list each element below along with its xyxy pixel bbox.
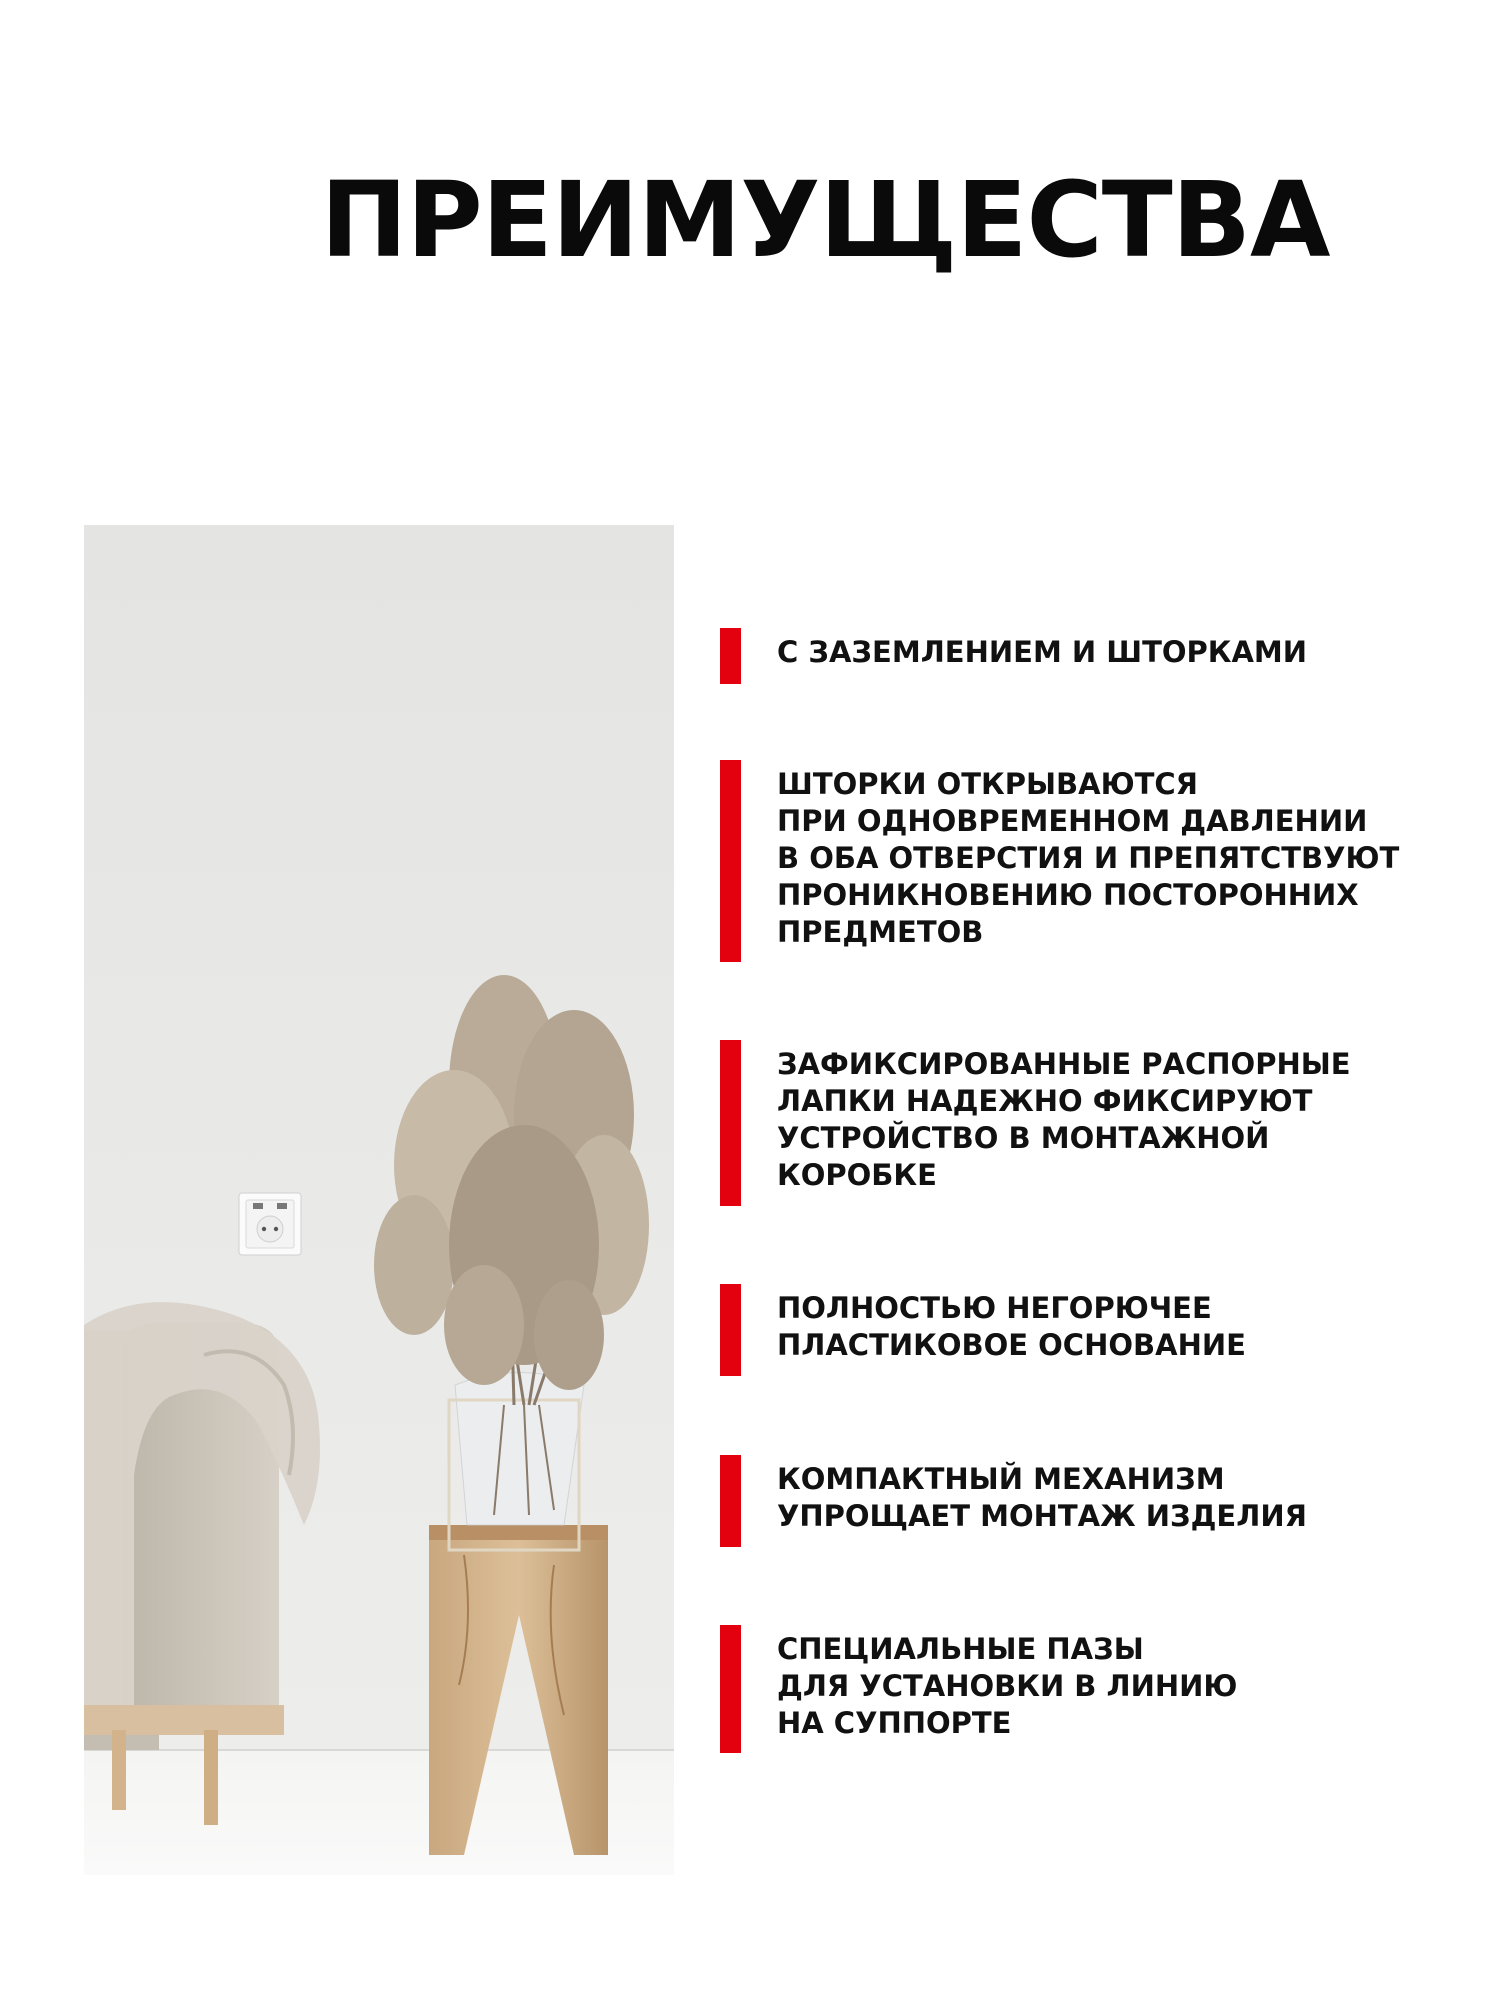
feature-text: ПОЛНОСТЬЮ НЕГОРЮЧЕЕ ПЛАСТИКОВОЕ ОСНОВАНИЕ [777, 1291, 1246, 1362]
page-title: ПРЕИМУЩЕСТВА [320, 159, 1330, 281]
feature-text: ШТОРКИ ОТКРЫВАЮТСЯ ПРИ ОДНОВРЕМЕННОМ ДАВЛЕНИИ В ОБА ОТВЕРСТИЯ И ПРЕПЯТСТВУЮТ ПРОНИКНОВЕНИЮ ПОСТОРОННИХ ПРЕДМЕТОВ [777, 767, 1400, 949]
feature-item [720, 1040, 1497, 1206]
feature-item [720, 1455, 1497, 1547]
feature-item [720, 1284, 1497, 1376]
feature-text: СПЕЦИАЛЬНЫЕ ПАЗЫ ДЛЯ УСТАНОВКИ В ЛИНИЮ НА СУППОРТЕ [777, 1632, 1238, 1740]
feature-text: ЗАФИКСИРОВАННЫЕ РАСПОРНЫЕ ЛАПКИ НАДЕЖНО ФИКСИРУЮТ УСТРОЙСТВО В МОНТАЖНОЙ КОРОБКЕ [777, 1047, 1351, 1192]
feature-text: КОМПАКТНЫЙ МЕХАНИЗМ УПРОЩАЕТ МОНТАЖ ИЗДЕЛИЯ [777, 1462, 1307, 1533]
red-bar [720, 760, 741, 962]
red-bar [720, 1625, 741, 1753]
feature-item [720, 1625, 1497, 1753]
red-bar [720, 1040, 741, 1206]
feature-text: С ЗАЗЕМЛЕНИЕМ И ШТОРКАМИ [777, 635, 1308, 669]
feature-item [720, 628, 1497, 684]
red-bar [720, 1284, 741, 1376]
red-bar [720, 628, 741, 684]
feature-item [720, 760, 1497, 962]
red-bar [720, 1455, 741, 1547]
